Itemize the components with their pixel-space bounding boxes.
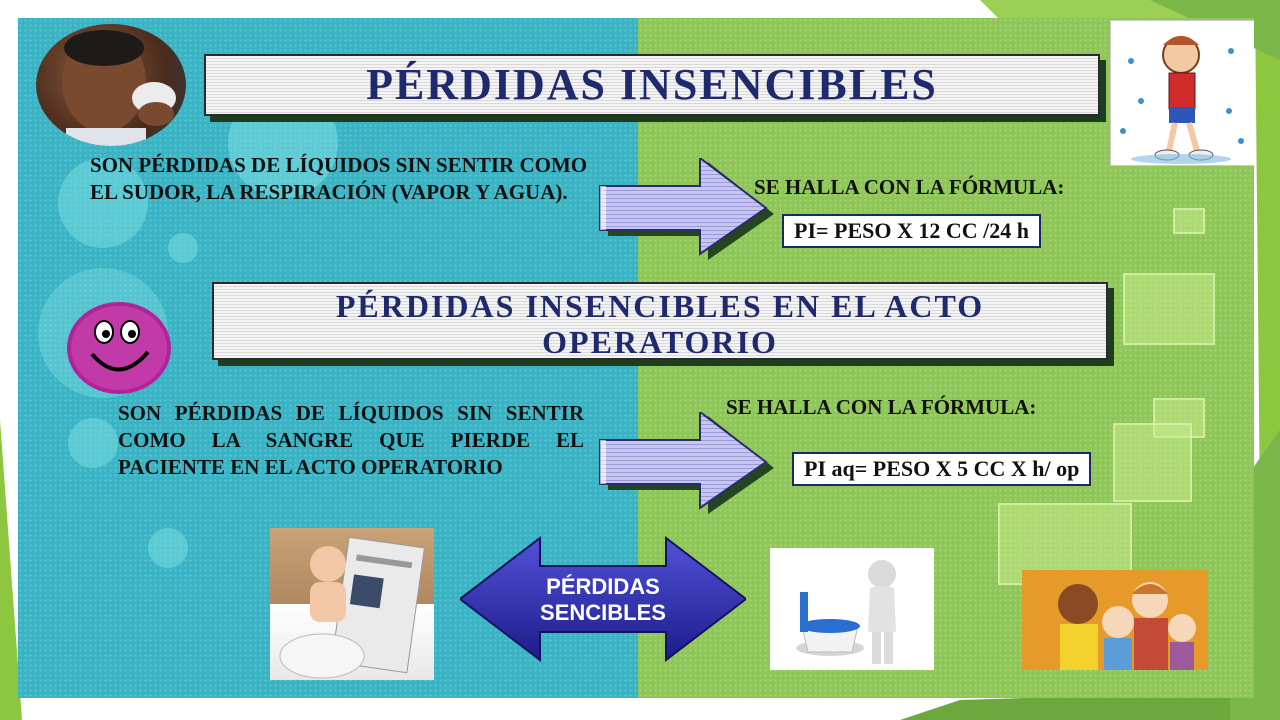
perdidas-sencibles-double-arrow [460,536,746,662]
baby-reading-newspaper-photo [270,528,434,680]
man-wiping-sweat-photo [36,24,186,146]
family-cartoon [1022,570,1208,670]
title-banner [204,54,1100,116]
decor-square [1123,273,1215,345]
perdidas-sencibles-label [520,574,686,626]
section2-description: SON PÉRDIDAS DE LÍQUIDOS SIN SENTIR COMO LA SANGRE QUE PIERDE EL PACIENTE EN EL ACTO OPERATORIO [118,401,584,479]
decor-square [1173,208,1205,234]
decor-bubble [68,418,118,468]
subtitle-line-1: PÉRDIDAS INSENCIBLES EN EL ACTO [335,288,985,324]
decor-bubble [148,528,188,568]
section2-formula-intro: SE HALLA CON LA FÓRMULA: [726,395,1037,419]
sencibles-label-line-1: PÉRDIDAS [546,574,660,599]
section2-arrow-icon [596,412,786,516]
subtitle-banner [212,282,1108,360]
section1-formula-intro: SE HALLA CON LA FÓRMULA: [754,175,1065,199]
section1-description: SON PÉRDIDAS DE LÍQUIDOS SIN SENTIR COMO EL SUDOR, LA RESPIRACIÓN (VAPOR Y AGUA). [90,153,588,204]
section2-formula-box: PI aq= PESO X 5 CC X h/ op [792,452,1091,486]
decor-bubble [168,233,198,263]
figure-at-toilet-icon [770,548,934,670]
sencibles-label-line-2: SENCIBLES [540,600,666,625]
purple-smiley-icon [64,300,174,396]
slide-title: PÉRDIDAS INSENCIBLES [366,60,938,109]
decor-square [1113,423,1192,502]
section1-formula-box: PI= PESO X 12 CC /24 h [782,214,1041,248]
subtitle-line-2: OPERATORIO [542,324,778,360]
sweating-runner-cartoon [1110,20,1254,166]
slide-board [18,18,1254,698]
